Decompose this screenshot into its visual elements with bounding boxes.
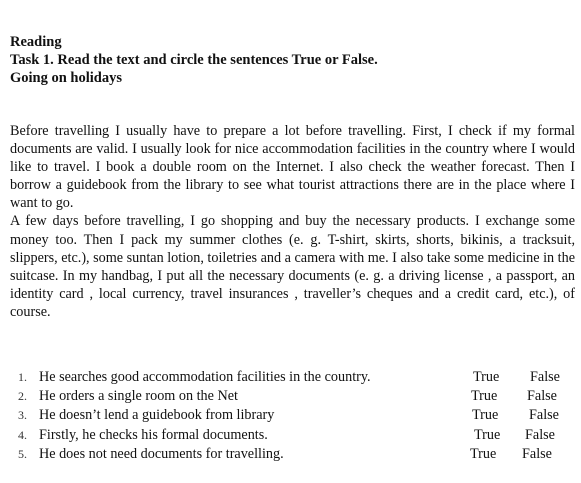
false-option[interactable]: False (529, 407, 559, 424)
question-number: 2. (18, 389, 27, 404)
reading-passage (10, 122, 575, 321)
false-option[interactable]: False (530, 369, 560, 385)
question-item (18, 387, 573, 406)
question-text: Firstly, he checks his formal documents. (39, 426, 268, 443)
true-option[interactable]: True (474, 426, 501, 443)
true-option[interactable]: True (470, 445, 497, 462)
passage-paragraph-1: Before travelling I usually have to prepare a lot before travelling. First, I check if my formal documents are valid. I usually look for nice accommodation facilities in the country where I would like to travel. I book a double room on the Internet. I also check the weather forecast. Then I borrow a guidebook from the library to see what tourist attractions there are in the place where I want to go. (10, 123, 575, 212)
task-instruction: Task 1. Read the text and circle the sentences True or False. (10, 52, 378, 68)
true-false-list (18, 368, 573, 464)
question-item (18, 368, 573, 387)
question-number: 4. (18, 427, 27, 442)
true-option[interactable]: True (472, 407, 499, 424)
question-text: He searches good accommodation facilities in the country. (39, 369, 371, 385)
passage-paragraph-2: A few days before travelling, I go shopping and buy the necessary products. I exchange some money too. Then I pack my summer clothes (e. g. T-shirt, skirts, shorts, bikinis, a tracksuit, slippers, etc.), some suntan lotion, toiletries and a camera with me. I also take some medicine in the suitcase. In my handbag, I put all the necessary documents (e. g. a driving license , a passport, an identity card , local currency, travel insurances , traveller’s cheques and a credit card, etc.), of course. (10, 213, 575, 320)
false-option[interactable]: False (525, 426, 555, 443)
true-option[interactable]: True (473, 369, 500, 385)
worksheet-heading (10, 33, 378, 87)
question-number: 5. (18, 446, 27, 461)
question-text: He doesn’t lend a guidebook from library (39, 407, 275, 424)
question-text: He orders a single room on the Net (39, 388, 238, 405)
false-option[interactable]: False (527, 388, 557, 405)
question-item (18, 445, 573, 464)
true-option[interactable]: True (471, 388, 498, 405)
question-item (18, 406, 573, 425)
question-item (18, 426, 573, 445)
question-number: 3. (18, 408, 27, 423)
text-title: Going on holidays (10, 70, 123, 86)
question-text: He does not need documents for travelling. (39, 445, 284, 462)
false-option[interactable]: False (522, 445, 552, 462)
question-number: 1. (18, 370, 27, 384)
section-title: Reading (10, 34, 62, 50)
